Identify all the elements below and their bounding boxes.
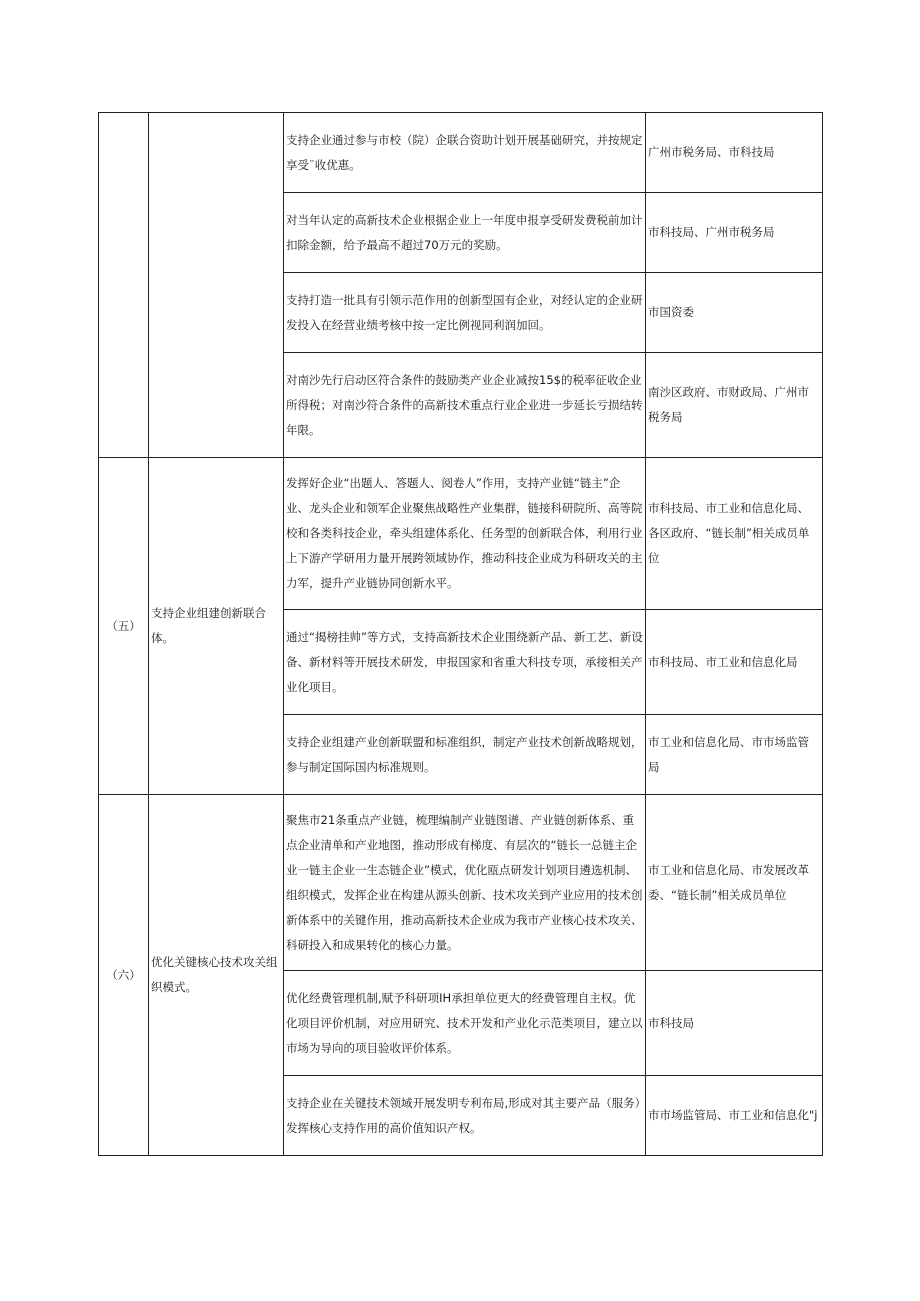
measure-cell: 聚焦市21条重点产业链，梳理编制产业链图谱、产业链创新体系、重点企业清单和产业地图，推动形成有梯度、有层次的“链长一总链主企业一链主企业一生态链企业”模式，优化瓯点研发计划项目遴选机制、组织模式，发挥企业在构建从源头创新、技术攻关到产业应用的技术创新体系中的关键作用，推动高新技术企业成为我市产业核心技术攻关、科研投入和成果转化的核心力量。 <box>284 795 646 971</box>
table-row <box>99 795 823 971</box>
department-cell: 市国资委 <box>646 273 823 353</box>
department-cell: 市科技局、广州市税务局 <box>646 193 823 273</box>
measure-cell: 优化经费管理机制,赋予科研项IH承担单位更大的经费管理自主权。优化项目评价机制，对应用研究、技术开发和产业化示范类项目，建立以市场为导向的项目验收评价体系。 <box>284 971 646 1076</box>
item-title-cell <box>149 113 284 458</box>
table-row <box>99 458 823 610</box>
item-number-cell: （六） <box>99 795 149 1156</box>
department-cell: 广州市税务局、市科技局 <box>646 113 823 193</box>
measure-cell: 支持企业在关键技术领域开展发明专利布局,形成对其主要产品（服务）发挥核心支持作用的高价值知识产权。 <box>284 1076 646 1156</box>
department-cell: 市科技局、市工业和信息化局、各区政府、“链长制”相关成员单位 <box>646 458 823 610</box>
measure-cell: 对南沙先行启动区符合条件的鼓励类产业企业减按15$的税率征收企业所得税；对南沙符合条件的高新技术重点行业企业进一步延长亏损结转年限。 <box>284 353 646 458</box>
item-number-cell <box>99 113 149 458</box>
item-number-cell: （五） <box>99 458 149 795</box>
measure-cell: 发挥好企业“出题人、答题人、阅卷人”作用，支持产业链“链主”企业、龙头企业和领军企业聚焦战略性产业集群，链接科研院所、高等院校和各类科技企业，牵头组建体系化、任务型的创新联合体，利用行业上下游产学研用力量开展跨领域协作，推动科技企业成为科研攻关的主力军，提升产业链协同创新水平。 <box>284 458 646 610</box>
department-cell: 市工业和信息化局、市发展改革委、“链长制”相关成员单位 <box>646 795 823 971</box>
item-title-cell: 优化关键核心技术攻关组织模式。 <box>149 795 284 1156</box>
department-cell: 市市场监管局、市工业和信息化"j <box>646 1076 823 1156</box>
department-cell: 市科技局 <box>646 971 823 1076</box>
measure-cell: 通过“揭榜挂帅”等方式，支持高新技术企业围绕新产品、新工艺、新设备、新材料等开展技术研发，申报国家和省重大科技专项，承接相关产业化项目。 <box>284 610 646 715</box>
table-row <box>99 113 823 193</box>
department-cell: 市科技局、市工业和信息化局 <box>646 610 823 715</box>
measure-cell: 支持企业通过参与市校（院）企联合资助计划开展基础研究，并按规定享受¨收优惠。 <box>284 113 646 193</box>
department-cell: 南沙区政府、市财政局、广州市税务局 <box>646 353 823 458</box>
measure-cell: 对当年认定的高新技术企业根据企业上一年度申报享受研发费税前加计扣除金额，给予最高不超过70万元的奖励。 <box>284 193 646 273</box>
department-cell: 市工业和信息化局、市市场监管局 <box>646 715 823 795</box>
policy-table <box>98 112 823 1156</box>
measure-cell: 支持企业组建产业创新联盟和标准组织，制定产业技术创新战略规划，参与制定国际国内标准规则。 <box>284 715 646 795</box>
measure-cell: 支持打造一批具有引领示范作用的创新型国有企业，对经认定的企业研发投入在经营业绩考核中按一定比例视同利润加回。 <box>284 273 646 353</box>
item-title-cell: 支持企业组建创新联合体。 <box>149 458 284 795</box>
